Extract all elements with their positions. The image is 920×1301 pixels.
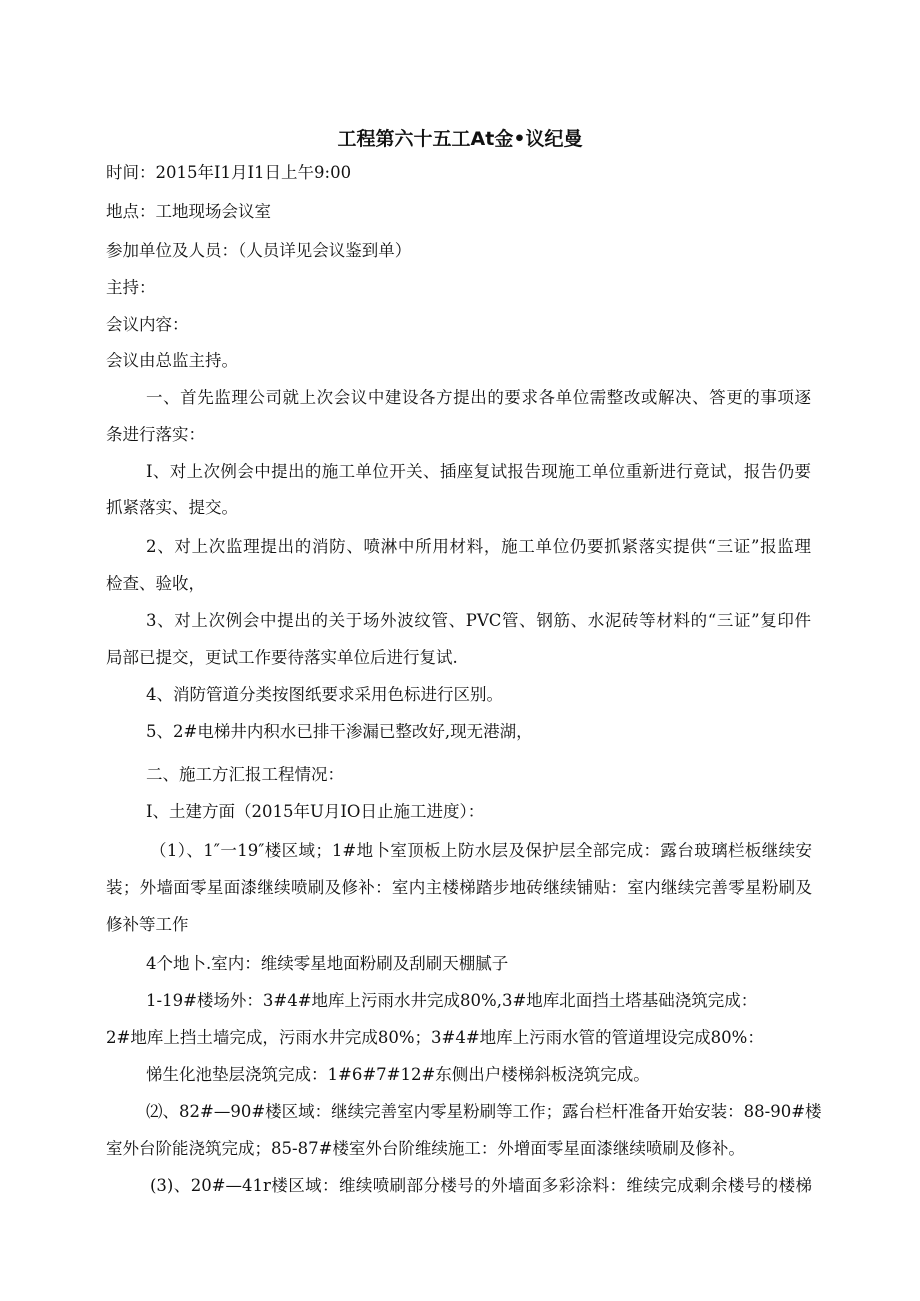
section1-item2-line1: 2、对上次监理提出的消防、喷淋中所用材料，施工单位仍要抓紧落实提供“三证”报监理 <box>146 537 811 556</box>
section1-item5: 5、2#电梯井内积水已排干渗漏已整改好,现无港湖， <box>146 722 533 741</box>
section2-sub1: I、土建方面（2015年U月IO日止施工进度）： <box>146 802 485 821</box>
section2-p1-line1: （1）、1″一19″楼区域；1#地卜室顶板上防水层及保护层全部完成：露台玻璃栏板继续安 <box>150 841 812 860</box>
section2-p4-line2: 室外台阶能浇筑完成；85-87#楼室外台阶维续施工：外增面零星面漆继续喷刷及修补。 <box>106 1139 745 1158</box>
section1-item1-line2: 抓紧落实、提交。 <box>106 498 238 517</box>
section2-p1-line2: 装；外墙面零星面漆继续喷刷及修补：室内主楼梯踏步地砖继续铺贴：室内继续完善零星粉刷及 <box>106 878 812 897</box>
meeting-time: 时间：2015年I1月I1日上午9:00 <box>106 163 352 182</box>
document-title: 工程第六十五工At金•议纪曼 <box>337 128 583 150</box>
meeting-attendees: 参加单位及人员：（人员详见会议鉴到单） <box>106 241 412 260</box>
section2-p3-line2: 2#地库上挡土墙完成，污雨水井完成80%；3#4#地库上污雨水管的管道埋设完成80%： <box>106 1028 764 1047</box>
section1-item2-line2: 检查、验收， <box>106 574 205 593</box>
meeting-place: 地点：工地现场会议室 <box>106 202 271 221</box>
section2-p3-line3: 悌生化池垫层浇筑完成：1#6#7#12#东侧出户楼梯斜板浇筑完成。 <box>146 1065 650 1084</box>
section2-p5-line1: (3)、20#—41r楼区域：维续喷刷部分楼号的外墙面多彩涂料：维续完成剩余楼号的楼梯 <box>150 1176 812 1195</box>
section1-heading-line1: 一、首先监理公司就上次会议中建设各方提出的要求各单位需整改或解决、答更的事项逐 <box>146 388 811 407</box>
meeting-host: 主持： <box>106 278 156 297</box>
section2-p1-line3: 修补等工作 <box>106 915 189 934</box>
section1-item1-line1: I、对上次例会中提出的施工单位开关、插座复试报告现施工单位重新进行竟试，报告仍要 <box>146 462 811 481</box>
section2-p3-line1: 1-19#楼场外：3#4#地库上污雨水井完成80%,3#地库北面挡土塔基础浇筑完成： <box>146 991 758 1010</box>
meeting-content-label: 会议内容： <box>106 315 189 334</box>
intro-paragraph: 会议由总监主持。 <box>106 351 238 370</box>
section2-p4-line1: ⑵、82#—90#楼区域：继续完善室内零星粉刷等工作；露台栏杆准备开始安装：88-90#楼 <box>146 1102 822 1121</box>
section1-item4: 4、消防管道分类按图纸要求采用色标进行区别。 <box>146 685 503 704</box>
section2-heading: 二、施工方汇报工程情况： <box>146 765 344 784</box>
section1-heading-line2: 条进行落实： <box>106 425 205 444</box>
section1-item3-line1: 3、对上次例会中提出的关于场外波纹管、PVC管、钢筋、水泥砖等材料的“三证”复印件 <box>146 611 811 630</box>
section2-p2: 4个地卜.室内：维续零星地面粉刷及刮刷天棚腻子 <box>146 954 509 973</box>
section1-item3-line2: 局部已提交，更试工作要待落实单位后进行复试. <box>106 648 458 667</box>
